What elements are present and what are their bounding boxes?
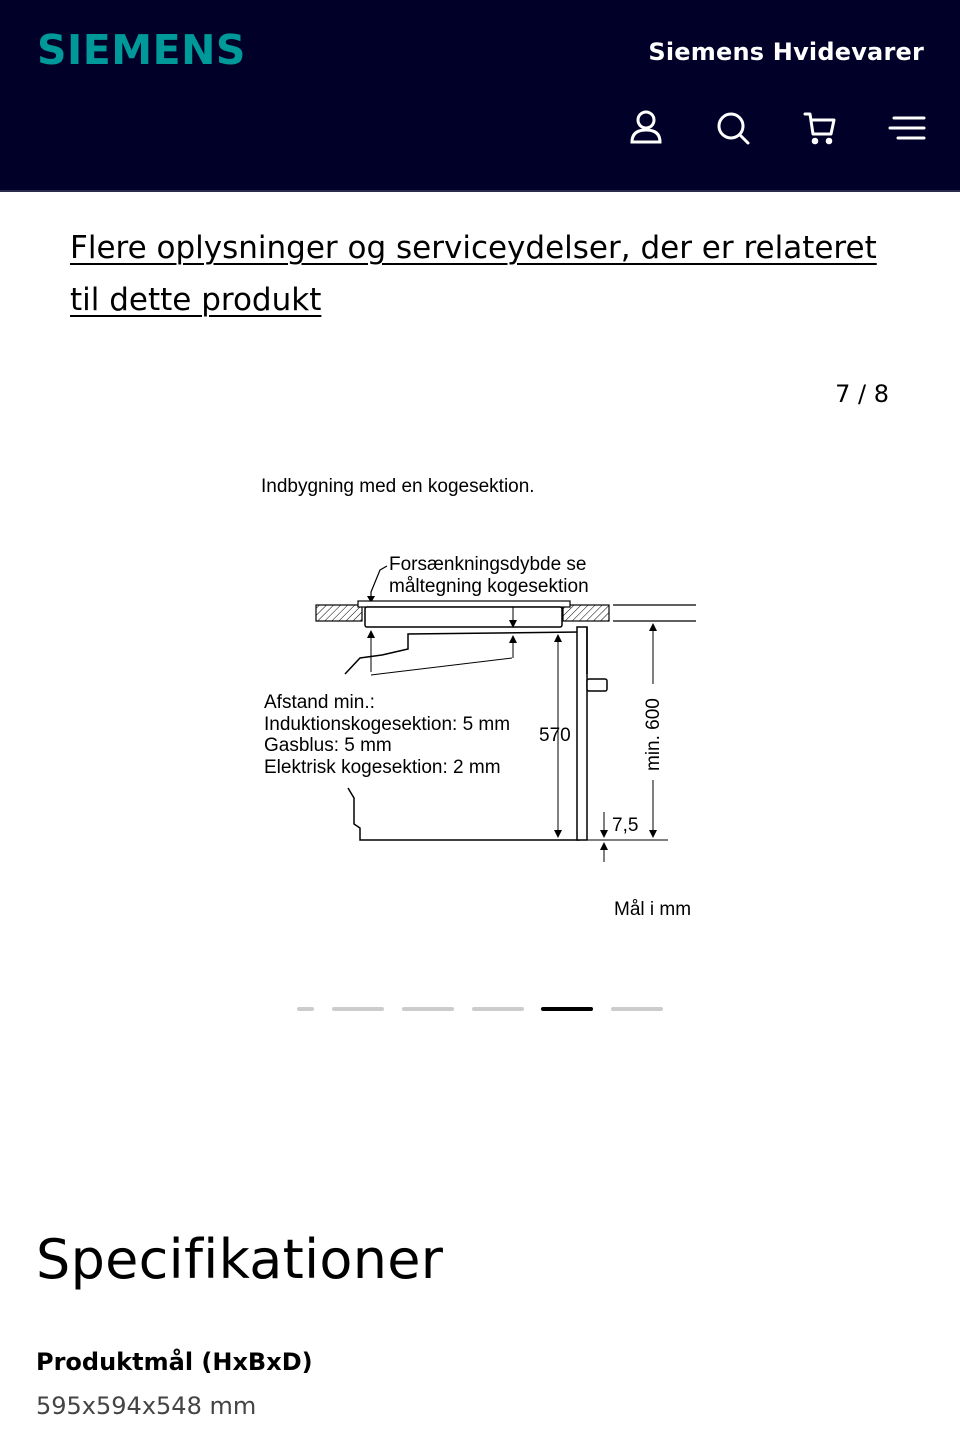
gallery-dot-4[interactable] bbox=[472, 1007, 524, 1011]
diagram-title: Indbygning med en kogesektion. bbox=[261, 476, 535, 497]
clearance-electric: Elektrisk kogesektion: 2 mm bbox=[264, 757, 501, 778]
gallery-counter: 7 / 8 bbox=[835, 380, 889, 408]
oven-front-panel bbox=[577, 627, 587, 840]
dimension-600-label: min. 600 bbox=[643, 698, 664, 771]
gallery-dot-1[interactable] bbox=[297, 1007, 314, 1011]
gallery-dot-3[interactable] bbox=[402, 1007, 454, 1011]
gallery-dot-2[interactable] bbox=[332, 1007, 384, 1011]
product-dimensions-value: 595x594x548 mm bbox=[36, 1392, 257, 1420]
recess-note-line2: måltegning kogesektion bbox=[389, 576, 589, 597]
hob-top-plate bbox=[358, 601, 570, 607]
dimension-570-label: 570 bbox=[539, 725, 571, 746]
user-icon[interactable] bbox=[626, 108, 666, 148]
gallery-dot-6[interactable] bbox=[611, 1007, 663, 1011]
oven-handle bbox=[587, 679, 607, 691]
clearance-gas: Gasblus: 5 mm bbox=[264, 735, 392, 756]
oven-top-outline bbox=[345, 632, 580, 674]
search-icon[interactable] bbox=[713, 108, 753, 148]
siemens-logo[interactable]: SIEMENS bbox=[37, 26, 246, 74]
clearance-heading: Afstand min.: bbox=[264, 692, 375, 713]
site-header bbox=[0, 0, 960, 192]
countertop-left bbox=[316, 605, 362, 621]
product-dimensions-label: Produktmål (HxBxD) bbox=[36, 1348, 313, 1376]
related-services-link[interactable]: Flere oplysninger og serviceydelser, der er relateret til dette produkt bbox=[70, 230, 877, 318]
recess-note-line1: Forsænkningsdybde se bbox=[389, 554, 587, 575]
menu-icon[interactable] bbox=[888, 108, 928, 148]
gallery-pagination bbox=[0, 1007, 960, 1015]
gallery-dot-5[interactable] bbox=[541, 1007, 593, 1011]
oven-bottom-outline bbox=[348, 788, 580, 840]
cart-icon[interactable] bbox=[801, 108, 841, 148]
brand-name: Siemens Hvidevarer bbox=[648, 38, 924, 66]
specifications-heading: Specifikationer bbox=[36, 1228, 444, 1291]
oven-clearance-line bbox=[371, 658, 512, 675]
units-note: Mål i mm bbox=[614, 899, 692, 920]
hob-body bbox=[365, 607, 562, 627]
clearance-induction: Induktionskogesektion: 5 mm bbox=[264, 714, 511, 735]
dimension-7-5-label: 7,5 bbox=[612, 815, 639, 836]
installation-diagram bbox=[250, 462, 720, 932]
